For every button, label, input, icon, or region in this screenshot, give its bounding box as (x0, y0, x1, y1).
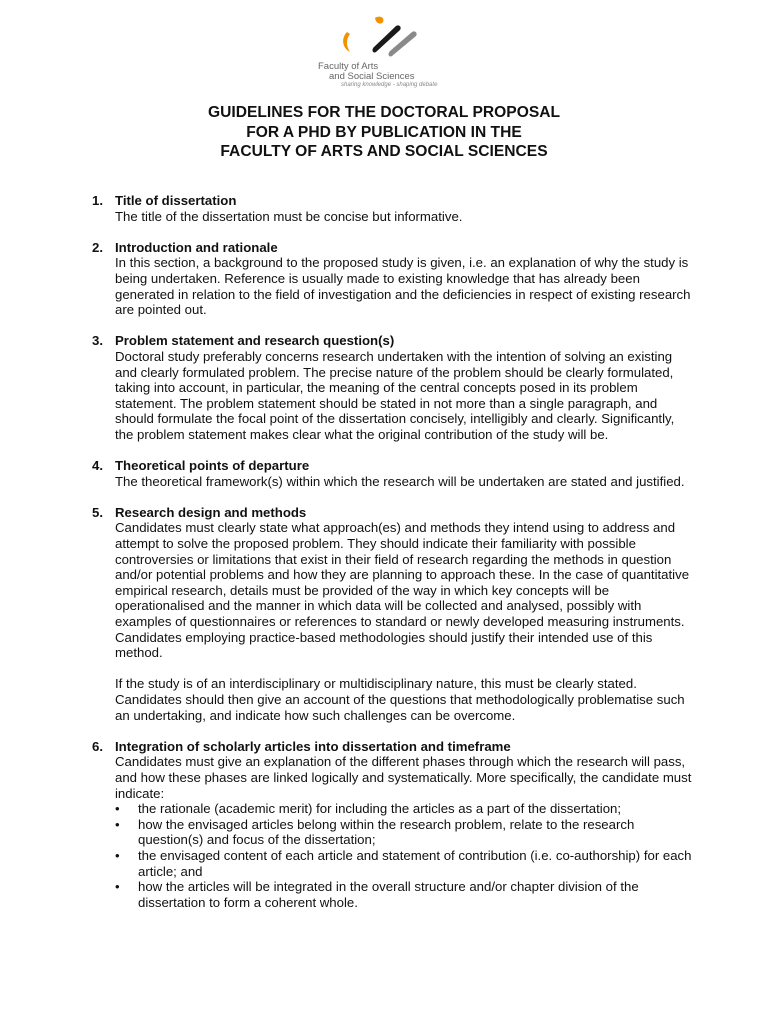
section-number: 2. (92, 239, 103, 255)
section-research-design (92, 505, 692, 723)
list-item (115, 801, 692, 817)
faculty-logo (316, 14, 436, 94)
list-item-text: how the articles will be integrated in the overall structure and/or chapter division of the dissertation to form a coherent whole. (138, 879, 639, 910)
section-paragraph-2: If the study is of an interdisciplinary or multidisciplinary nature, this must be clearly stated. Candidates should then give an account of the questions that methodologically problematise such an undertaking, and indicate how such challenges can be overcome. (115, 676, 685, 723)
list-item (115, 848, 692, 879)
section-problem-statement (92, 333, 692, 442)
title-line-1: GUIDELINES FOR THE DOCTORAL PROPOSAL (207, 104, 561, 121)
section-number: 1. (92, 193, 103, 208)
title-line-2: FOR A PHD BY PUBLICATION IN THE (246, 123, 522, 141)
bullet-icon: • (115, 879, 120, 895)
bullet-icon: • (115, 801, 120, 817)
list-item (115, 879, 692, 910)
bullet-icon: • (115, 816, 120, 832)
list-item (115, 817, 692, 848)
section-paragraph: Candidates must give an explanation of the different phases through which the research will pass, and how these phases are linked logically and systematically. More specifically, the candidate must indicate: (115, 754, 692, 801)
section-title-of-dissertation (92, 193, 692, 224)
section-paragraph: The theoretical framework(s) within which the research will be undertaken are stated and justified. (115, 473, 685, 489)
document-body (92, 193, 692, 926)
section-heading: Research design and methods (115, 504, 307, 520)
section-paragraph: Doctoral study preferably concerns research undertaken with the intention of solving an existing and clearly formulated problem. The precise nature of the problem should be clearly formulated, taking into account, in particular, the meaning of the central concepts posed in its problem statement. The problem statement should be stated in not more than a single paragraph, and should formulate the focal point of the dissertation concisely, intelligibly and clearly. Significantly, the problem statement makes clear what the original contribution of the study will be. (115, 348, 675, 442)
faculty-logo-mark-icon (340, 14, 420, 64)
logo-orange-stroke (343, 32, 350, 52)
logo-orange-dash (375, 17, 383, 24)
faculty-name (318, 62, 438, 82)
list-item-text: how the envisaged articles belong within the research problem, relate to the research question(s) and focus of the dissertation; (138, 816, 635, 848)
list-item-text: the envisaged content of each article and statement of contribution (i.e. co-authorship) for each article; and (138, 847, 692, 879)
document-title (0, 103, 768, 162)
bullet-icon: • (115, 847, 120, 863)
section-heading: Theoretical points of departure (115, 458, 310, 474)
section-heading: Title of dissertation (115, 193, 237, 208)
section-theoretical-points (92, 458, 692, 489)
section-heading: Problem statement and research question(s) (115, 333, 395, 349)
section-introduction-and-rationale (92, 240, 692, 318)
section-number: 5. (92, 504, 103, 520)
section-number: 6. (92, 738, 103, 754)
section-heading: Introduction and rationale (115, 239, 278, 255)
faculty-tagline: sharing knowledge - shaping debate (341, 82, 438, 88)
section-paragraph: Candidates must clearly state what approach(es) and methods they intend using to address and attempt to solve the proposed problem. They should indicate their familiarity with possible controversies or limitations that exist in their field of research regarding the methods in question and/or potential problems and how they are planning to approach these. In the case of quantitative empirical research, details must be provided of the way in which key concepts will be operationalised and the manner in which data will be collected and analysed, possibly with examples of questionnaires or references to standard or newly developed measuring instruments. Candidates employing practice-based methodologies should justify their intended use of this method. (115, 520, 690, 661)
list-item-text: the rationale (academic merit) for including the articles as a part of the dissertation; (138, 801, 622, 817)
section-paragraph: The title of the dissertation must be concise but informative. (115, 208, 463, 224)
faculty-name-line1: Faculty of Arts (318, 61, 379, 72)
faculty-name-line2: and Social Sciences (329, 71, 415, 82)
section-number: 3. (92, 333, 103, 349)
bullet-list (115, 801, 692, 910)
section-number: 4. (92, 458, 103, 474)
title-line-3: FACULTY OF ARTS AND SOCIAL SCIENCES (220, 143, 548, 160)
section-integration-of-articles (92, 739, 692, 911)
section-paragraph: In this section, a background to the proposed study is given, i.e. an explanation of why the study is being undertaken. Reference is usually made to existing knowledge that has already been generated in relation to the field of investigation and the deficiencies in respect of existing research are pointed out. (115, 255, 691, 318)
section-heading: Integration of scholarly articles into dissertation and timeframe (115, 738, 511, 754)
